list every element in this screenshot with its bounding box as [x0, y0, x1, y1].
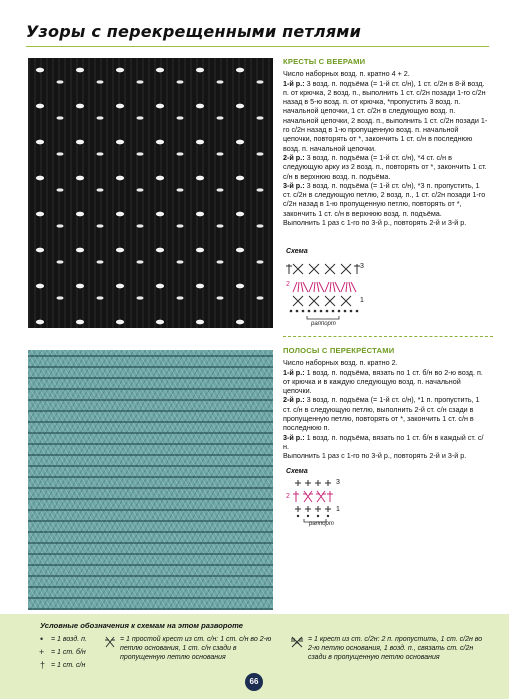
row-text: 3 возд. п. подъёма (= 1-й ст. с/н), *1 п. пропустить, 1 ст. с/н в следующую петлю, выполнить 2-й ст. с/н сзади в пропущенную петлю, повторять от *, закончить 1 ст. с/н в последнюю п.	[283, 395, 480, 433]
pattern1-section	[283, 57, 488, 227]
pattern1-heading: КРЕСТЫ С ВЕЕРАМИ	[283, 57, 366, 66]
row-label: 1-й р.:	[283, 367, 305, 377]
row-label: 1-й р.:	[283, 78, 305, 88]
chain-stitch-icon: •	[40, 634, 44, 644]
pattern2-intro: Число наборных возд. п. кратно 2.	[283, 358, 398, 368]
pattern2-row-number-3: 3	[336, 479, 340, 486]
row-text: 3 возд. п. подъёма (= 1-й ст. с/н), *4 ст. с/н в следующую арку из 2 возд. п., повторять от *, закончить 1 ст. с/н в верхнюю возд. п. подъёма.	[283, 152, 487, 181]
pattern1-intro: Число наборных возд. п. кратно 4 + 2.	[283, 69, 410, 79]
legend-cross2-text: = 1 крест из ст. с/2н: 2 п. пропустить, 1 ст. с/2н во 2-ю петлю основания, 1 возд. п., связать ст. с/2н сзади в пропущенную петлю основания	[308, 636, 483, 661]
pattern2-row3	[283, 433, 488, 452]
pattern-photo-crosses-fans	[28, 58, 273, 328]
pattern1-rapport-label: раппорт	[311, 321, 336, 327]
section-divider	[283, 336, 493, 337]
double-crochet-icon: †	[40, 660, 46, 670]
row-text: 1 возд. п. подъёма, вязать по 1 ст. б/н в каждый ст. с/н.	[283, 432, 484, 451]
title-rule	[26, 46, 489, 47]
legend-chain-text: = 1 возд. п.	[51, 636, 87, 643]
pattern1-row-number-2: 2	[286, 281, 290, 288]
single-crochet-icon: +	[39, 647, 45, 657]
pattern2-row2	[283, 395, 488, 432]
pattern2-repeat: Выполнить 1 раз с 1-го по 3-й р., повторять 2-й и 3-й р.	[283, 451, 467, 461]
pattern2-row-number-2: 2	[286, 493, 290, 500]
legend-dc-text: = 1 ст. с/н	[51, 662, 86, 669]
simple-cross-icon	[104, 635, 116, 649]
pattern1-row-number-1: 1	[360, 297, 364, 304]
pattern1-row-number-3: 3	[360, 263, 364, 270]
pattern2-row-number-1: 1	[336, 506, 340, 513]
row-label: 2-й р.:	[283, 395, 305, 405]
pattern2-schema-diagram	[290, 478, 350, 526]
page-title: Узоры с перекрещенными петлями	[26, 22, 361, 41]
pattern2-row1	[283, 368, 488, 396]
row-text: 3 возд. п. подъёма (= 1-й ст. с/н), *3 п. пропустить, 1 ст. с/2н в следующую петлю, 2 возд. п., 1 ст. с/2н позади 1-го с/2н назад в 1-ю пропущенную петлю, повторять от *, закончить 1 ст. с/н в верхнюю возд. п. подъёма.	[283, 180, 486, 218]
row-label: 2-й р.:	[283, 152, 305, 162]
pattern1-row1	[283, 79, 488, 153]
pattern2-heading: ПОЛОСЫ С ПЕРЕКРЁСТАМИ	[283, 346, 395, 355]
legend-title: Условные обозначения к схемам на этом развороте	[40, 621, 244, 630]
row-text: 1 возд. п. подъёма, вязать по 1 ст. б/н во 2-ю возд. п. от крючка и в каждую следующую возд. п. начальной цепочки.	[283, 367, 483, 396]
pattern1-row3	[283, 181, 488, 218]
treble-cross-icon	[290, 635, 304, 649]
pattern2-schema-label: Схема	[286, 468, 308, 475]
row-label: 3-й р.:	[283, 432, 305, 442]
legend-sc-text: = 1 ст. б/н	[51, 649, 86, 656]
page-number: 66	[245, 673, 263, 691]
pattern-photo-stripes-crosses	[28, 350, 273, 610]
row-text: 3 возд. п. подъёма (= 1-й ст. с/н), 1 ст. с/2н в 8-й возд. п. от крючка, 2 возд. п., выполнить 1 ст. с/2н позади 1-го с/2н назад в 5-ю возд. п. от крючка, *пропустить 3 возд. п. начальной цепочки, 1 ст. с/2н в следующую возд. п. начальной цепочки, 2 возд. п., выполнить 1 ст. с/2н позади 1-го с/2н назад в 1-ю пропущенную возд. п. начальной цепочки, повторять от *, закончить 1 ст. с/н в последнюю возд. п. начальной цепочки.	[283, 78, 488, 153]
pattern2-section	[283, 346, 488, 461]
pattern2-rapport-label: раппорт	[309, 521, 334, 527]
pattern1-schema-label: Схема	[286, 248, 308, 255]
row-label: 3-й р.:	[283, 180, 305, 190]
legend-cross1-text: = 1 простой крест из ст. с/н: 1 ст. с/н во 2-ю петлю основания, 1 ст. с/н сзади в пропущенную петлю основания	[120, 636, 272, 661]
pattern1-repeat: Выполнить 1 раз с 1-го по 3-й р., повторять 2-й и 3-й р.	[283, 218, 467, 228]
pattern1-row2	[283, 153, 488, 181]
